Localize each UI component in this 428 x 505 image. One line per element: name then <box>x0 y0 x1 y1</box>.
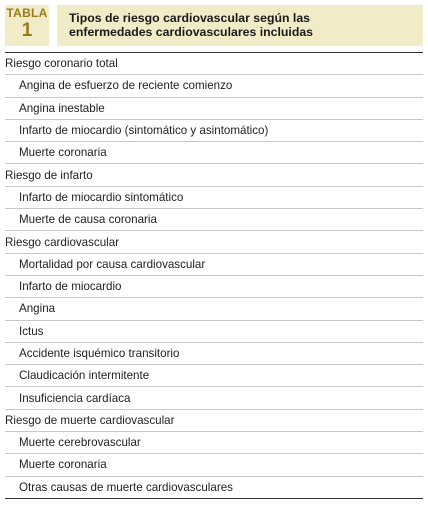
table-title-line-1: Tipos de riesgo cardiovascular según las <box>69 11 311 25</box>
item-row: Infarto de miocardio sintomático <box>5 187 423 209</box>
category-row: Riesgo cardiovascular <box>5 231 423 253</box>
item-row: Insuficiencia cardíaca <box>5 387 423 409</box>
item-row: Muerte cerebrovascular <box>5 432 423 454</box>
item-row: Claudicación intermitente <box>5 365 423 387</box>
item-row: Infarto de miocardio <box>5 276 423 298</box>
table-title-line-2: enfermedades cardiovasculares incluidas <box>69 25 314 39</box>
item-row: Mortalidad por causa cardiovascular <box>5 254 423 276</box>
category-row: Riesgo de infarto <box>5 164 423 186</box>
table-title-box <box>57 5 423 46</box>
item-row: Muerte coronaria <box>5 142 423 164</box>
table-body <box>5 52 423 499</box>
item-row: Muerte coronaria <box>5 454 423 476</box>
item-row: Angina de esfuerzo de reciente comienzo <box>5 75 423 97</box>
table-number: 1 <box>21 20 33 41</box>
item-row: Angina inestable <box>5 98 423 120</box>
item-row: Otras causas de muerte cardiovasculares <box>5 477 423 499</box>
item-row: Accidente isquémico transitorio <box>5 343 423 365</box>
table-label: TABLA <box>6 6 48 20</box>
table-container <box>5 5 423 499</box>
item-row: Ictus <box>5 321 423 343</box>
item-row: Infarto de miocardio (sintomático y asintomático) <box>5 120 423 142</box>
table-number-badge <box>5 5 49 46</box>
category-row: Riesgo de muerte cardiovascular <box>5 410 423 432</box>
item-row: Angina <box>5 298 423 320</box>
header-divider <box>49 5 57 46</box>
item-row: Muerte de causa coronaria <box>5 209 423 231</box>
category-row: Riesgo coronario total <box>5 53 423 75</box>
table-header <box>5 5 423 46</box>
